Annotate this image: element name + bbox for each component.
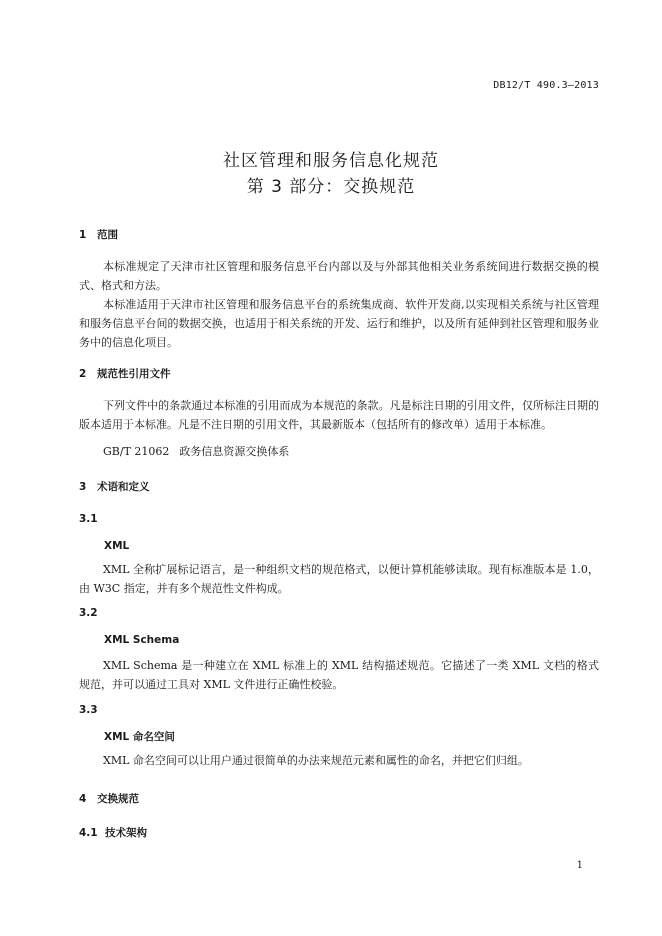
subsection-heading-4-1 <box>79 825 147 840</box>
section-title: 交换规范 <box>97 793 139 805</box>
term-name-xml-schema: XML Schema <box>104 634 180 646</box>
subsection-number: 4.1 <box>79 827 98 839</box>
section-number: 4 <box>79 793 87 805</box>
page-number: 1 <box>576 860 583 871</box>
term-definition-xml-schema: XML Schema 是一种建立在 XML 标准上的 XML 结构描述规范。它描述了一类 XML 文档的格式规范，并可以通过工具对 XML 文件进行正确性校验。 <box>79 659 599 691</box>
document-subtitle: 第 3 部分：交换规范 <box>246 177 416 197</box>
reference-code: GB/T 21062 <box>103 445 170 458</box>
term-name-xml-namespace: XML 命名空间 <box>104 731 175 743</box>
section-heading-2 <box>79 366 171 381</box>
section-title: 规范性引用文件 <box>97 368 171 380</box>
term-number-3-3: 3.3 <box>79 704 98 716</box>
section-heading-4 <box>79 791 139 806</box>
section-number: 2 <box>79 368 87 380</box>
section-title: 范围 <box>97 229 118 241</box>
section-2-paragraph-1: 下列文件中的条款通过本标准的引用而成为本规范的条款。凡是标注日期的引用文件，仅所标注日期的版本适用于本标准。凡是不注日期的引用文件，其最新版本（包括所有的修改单）适用于本标准。 <box>79 399 599 431</box>
document-code: DB12/T 490.3—2013 <box>493 80 599 91</box>
section-heading-1 <box>79 227 118 242</box>
section-1-paragraph-2: 本标准适用于天津市社区管理和服务信息平台的系统集成商、软件开发商,以实现相关系统与社区管理和服务信息平台间的数据交换，也适用于相关系统的开发、运行和维护，以及所有延伸到社区管理和服务业务中的信息化项目。 <box>79 298 599 349</box>
term-definition-xml: XML 全称扩展标记语言，是一种组织文档的规范格式，以便计算机能够读取。现有标准版本是 1.0，由 W3C 指定，并有多个规范性文件构成。 <box>79 563 599 595</box>
reference-title: 政务信息资源交换体系 <box>179 445 290 458</box>
section-number: 1 <box>79 229 87 241</box>
term-definition-xml-namespace: XML 命名空间可以让用户通过很简单的办法来规范元素和属性的命名，并把它们归组。 <box>103 754 529 767</box>
term-number-3-2: 3.2 <box>79 607 98 619</box>
section-number: 3 <box>79 481 87 493</box>
section-1-paragraph-1: 本标准规定了天津市社区管理和服务信息平台内部以及与外部其他相关业务系统间进行数据交换的模式、格式和方法。 <box>79 260 599 292</box>
subsection-title: 技术架构 <box>105 827 147 839</box>
section-title: 术语和定义 <box>97 481 150 493</box>
term-name-xml: XML <box>104 540 130 552</box>
normative-reference <box>103 443 289 459</box>
term-number-3-1: 3.1 <box>79 513 98 525</box>
section-heading-3 <box>79 479 150 494</box>
document-title: 社区管理和服务信息化规范 <box>223 151 439 171</box>
